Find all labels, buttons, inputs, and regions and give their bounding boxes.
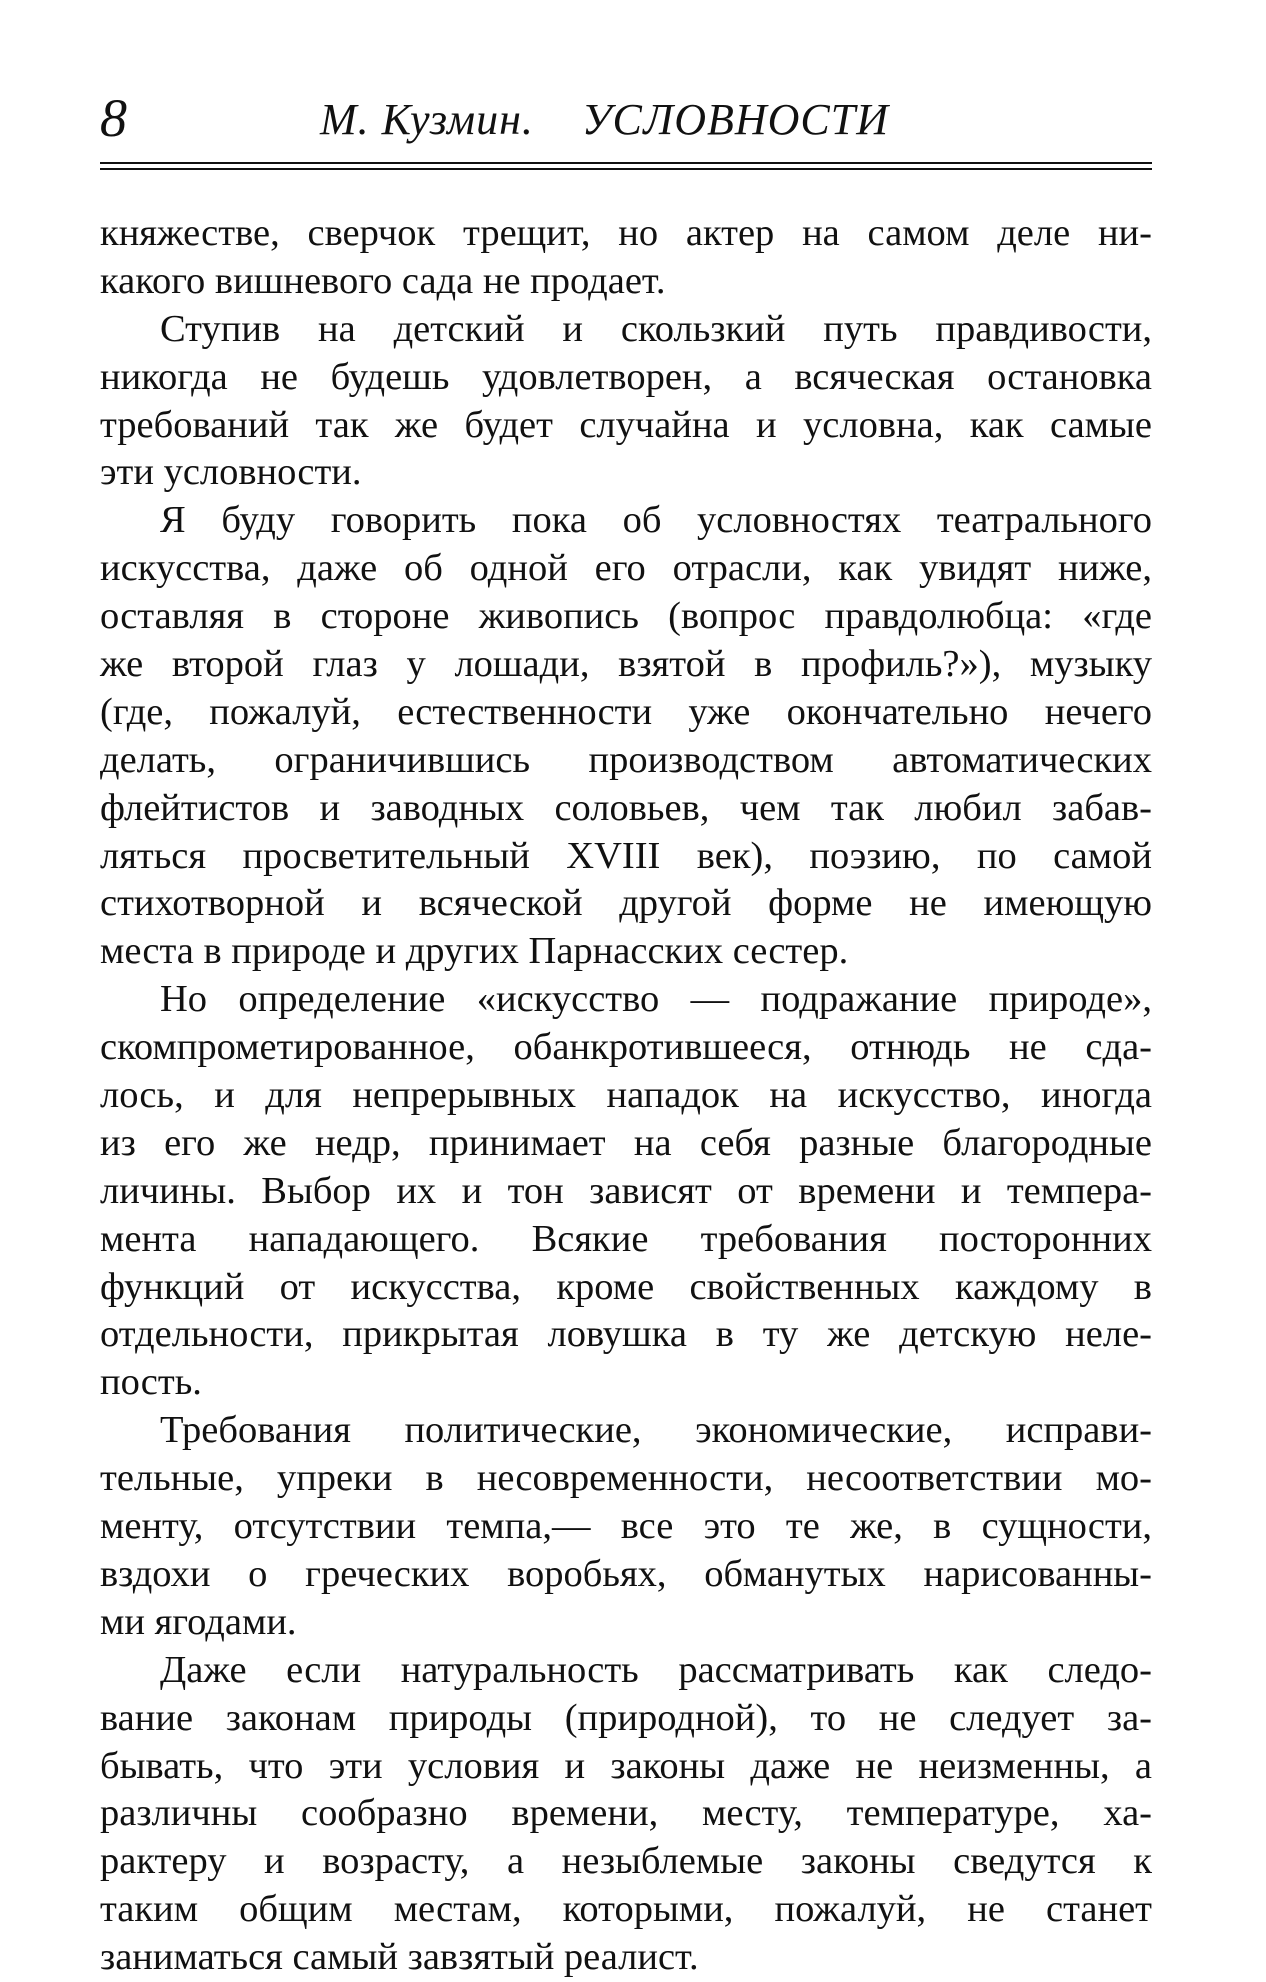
paragraph (100, 976, 1152, 1407)
text-line: оставляя в стороне живопись (вопрос правдолюбца: «где (100, 595, 1152, 638)
paragraph (100, 497, 1152, 976)
text-line: какого вишневого сада не продает. (100, 259, 666, 302)
paragraph (100, 1407, 1152, 1646)
text-line: менту, отсутствии темпа,— все это те же, в сущности, (100, 1505, 1152, 1548)
text-line: Но определение «искусство — подражание природе», (160, 978, 1152, 1021)
text-line: вздохи о греческих воробьях, обманутых нарисованны- (100, 1552, 1152, 1595)
text-line: искусства, даже об одной его отрасли, как увидят ниже, (100, 547, 1152, 590)
text-line: личины. Выбор их и тон зависят от времени и темпера- (100, 1169, 1152, 1212)
paragraph (100, 210, 1152, 306)
text-line: стихотворной и всяческой другой форме не имеющую (100, 882, 1152, 925)
text-line: Даже если натуральность рассматривать как следо- (160, 1648, 1152, 1691)
text-line: лось, и для непрерывных нападок на искусство, иногда (100, 1074, 1152, 1117)
text-line: же второй глаз у лошади, взятой в профиль?»), музыку (100, 643, 1152, 686)
header-rule-bottom (100, 168, 1152, 170)
text-line: пость. (100, 1361, 202, 1404)
text-line: ми ягодами. (100, 1600, 297, 1643)
text-line: эти условности. (100, 451, 362, 494)
text-line: княжестве, сверчок трещит, но актер на самом деле ни- (100, 212, 1152, 254)
running-head (100, 88, 1152, 158)
running-title: М. Кузмин. УСЛОВНОСТИ (320, 95, 889, 144)
text-line: Ступив на детский и скользкий путь правдивости, (160, 307, 1152, 350)
text-line: делать, ограничившись производством автоматических (100, 738, 1152, 781)
text-line: вание законам природы (природной), то не следует за- (100, 1696, 1152, 1739)
text-line: (где, пожалуй, естественности уже окончательно нечего (100, 690, 1152, 733)
text-line: бывать, что эти условия и законы даже не неизменны, а (100, 1744, 1152, 1787)
text-line: мента нападающего. Всякие требования посторонних (100, 1217, 1152, 1260)
text-line: заниматься самый завзятый реалист. (100, 1936, 699, 1979)
text-line: места в природе и других Парнасских сестер. (100, 930, 849, 973)
text-line: отдельности, прикрытая ловушка в ту же детскую неле- (100, 1313, 1152, 1356)
text-line: различны сообразно времени, месту, температуре, ха- (100, 1792, 1152, 1835)
text-line: таким общим местам, которыми, пожалуй, не станет (100, 1888, 1152, 1931)
body-text (100, 210, 1152, 1982)
text-line: функций от искусства, кроме свойственных каждому в (100, 1265, 1152, 1308)
text-line: флейтистов и заводных соловьев, чем так любил забав- (100, 786, 1152, 829)
text-line: требований так же будет случайна и условна, как самые (100, 403, 1152, 446)
header-rule-top (100, 162, 1152, 164)
text-line: ляться просветительный XVIII век), поэзию, по самой (100, 834, 1152, 877)
text-line: рактеру и возрасту, а незыблемые законы сведутся к (100, 1840, 1152, 1883)
page-number: 8 (100, 88, 127, 148)
paragraph (100, 1647, 1152, 1982)
text-line: Я буду говорить пока об условностях театрального (160, 499, 1152, 542)
paragraph (100, 306, 1152, 498)
text-line: Требования политические, экономические, исправи- (160, 1409, 1152, 1452)
text-line: тельные, упреки в несовременности, несоответствии мо- (100, 1457, 1152, 1500)
text-line: скомпрометированное, обанкротившееся, отнюдь не сда- (100, 1026, 1152, 1069)
text-line: никогда не будешь удовлетворен, а всяческая остановка (100, 355, 1152, 398)
text-line: из его же недр, принимает на себя разные благородные (100, 1121, 1152, 1164)
